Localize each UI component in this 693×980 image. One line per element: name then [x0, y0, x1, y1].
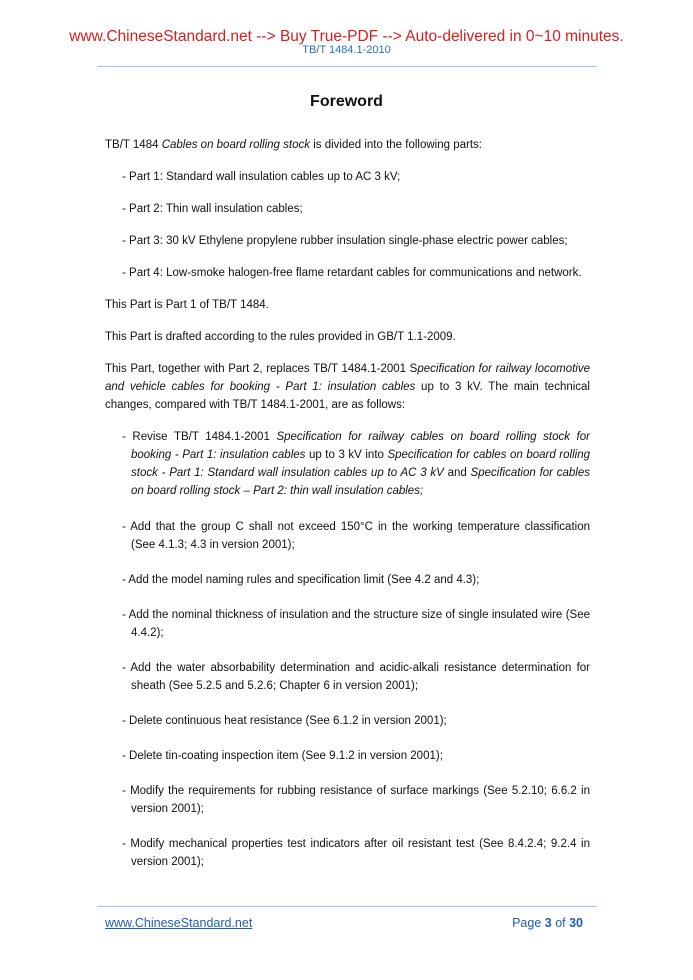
list-item: - Part 2: Thin wall insulation cables; — [122, 203, 303, 215]
list-item: - Part 3: 30 kV Ethylene propylene rubber insulation single-phase electric power cables; — [122, 235, 568, 247]
list-item: - Add the nominal thickness of insulation and the structure size of single insulated wire (See 4.4.2); — [122, 609, 590, 639]
list-item: - Modify the requirements for rubbing resistance of surface markings (See 5.2.10; 6.6.2 in version 2001); — [122, 785, 590, 815]
page-number: Page 3 of 30 — [512, 916, 583, 930]
page-title: Foreword — [310, 93, 383, 110]
list-item: - Part 4: Low-smoke halogen-free flame retardant cables for communications and network. — [122, 267, 582, 279]
list-item: - Part 1: Standard wall insulation cables up to AC 3 kV; — [122, 171, 401, 183]
list-item: - Add the model naming rules and specification limit (See 4.2 and 4.3); — [122, 574, 480, 586]
footer-divider — [97, 906, 597, 907]
paragraph: This Part, together with Part 2, replaces TB/T 1484.1-2001 Specification for railway locomotive and vehicle cables for booking - Part 1: insulation cables up to 3 kV. The main technical changes, compared with TB/T 1484.1-2001, are as follows: — [105, 363, 590, 411]
paragraph: This Part is Part 1 of TB/T 1484. — [105, 299, 269, 311]
document-body — [105, 136, 590, 871]
list-item: - Delete continuous heat resistance (See 6.1.2 in version 2001); — [122, 715, 447, 727]
intro-paragraph: TB/T 1484 Cables on board rolling stock is divided into the following parts: — [105, 139, 482, 151]
header-divider — [97, 66, 597, 67]
footer-website-link[interactable]: www.ChineseStandard.net — [105, 916, 253, 930]
list-item: - Add the water absorbability determination and acidic-alkali resistance determination for sheath (See 5.2.5 and 5.2.6; Chapter 6 in version 2001); — [122, 662, 590, 692]
list-item: - Add that the group C shall not exceed 150°C in the working temperature classification (See 4.1.3; 4.3 in version 2001); — [122, 521, 590, 551]
list-item: - Modify mechanical properties test indicators after oil resistant test (See 8.4.2.4; 9.2.4 in version 2001); — [122, 838, 590, 868]
list-item: - Delete tin-coating inspection item (See 9.1.2 in version 2001); — [122, 750, 443, 762]
doc-code: TB/T 1484.1-2010 — [302, 44, 391, 56]
banner-link[interactable]: www.ChineseStandard.net --> Buy True-PDF --> Auto-delivered in 0~10 minutes. — [69, 28, 624, 45]
paragraph: This Part is drafted according to the rules provided in GB/T 1.1-2009. — [105, 331, 456, 343]
list-item: - Revise TB/T 1484.1-2001 Specification for railway cables on board rolling stock for booking - Part 1: insulation cables up to 3 kV into Specification for cables on board rolling stock - Part 1: Standard wall insulation cables up to AC 3 kV and Specification for cables on board rolling stock – Part 2: thin wall insulation cables; — [122, 431, 591, 497]
